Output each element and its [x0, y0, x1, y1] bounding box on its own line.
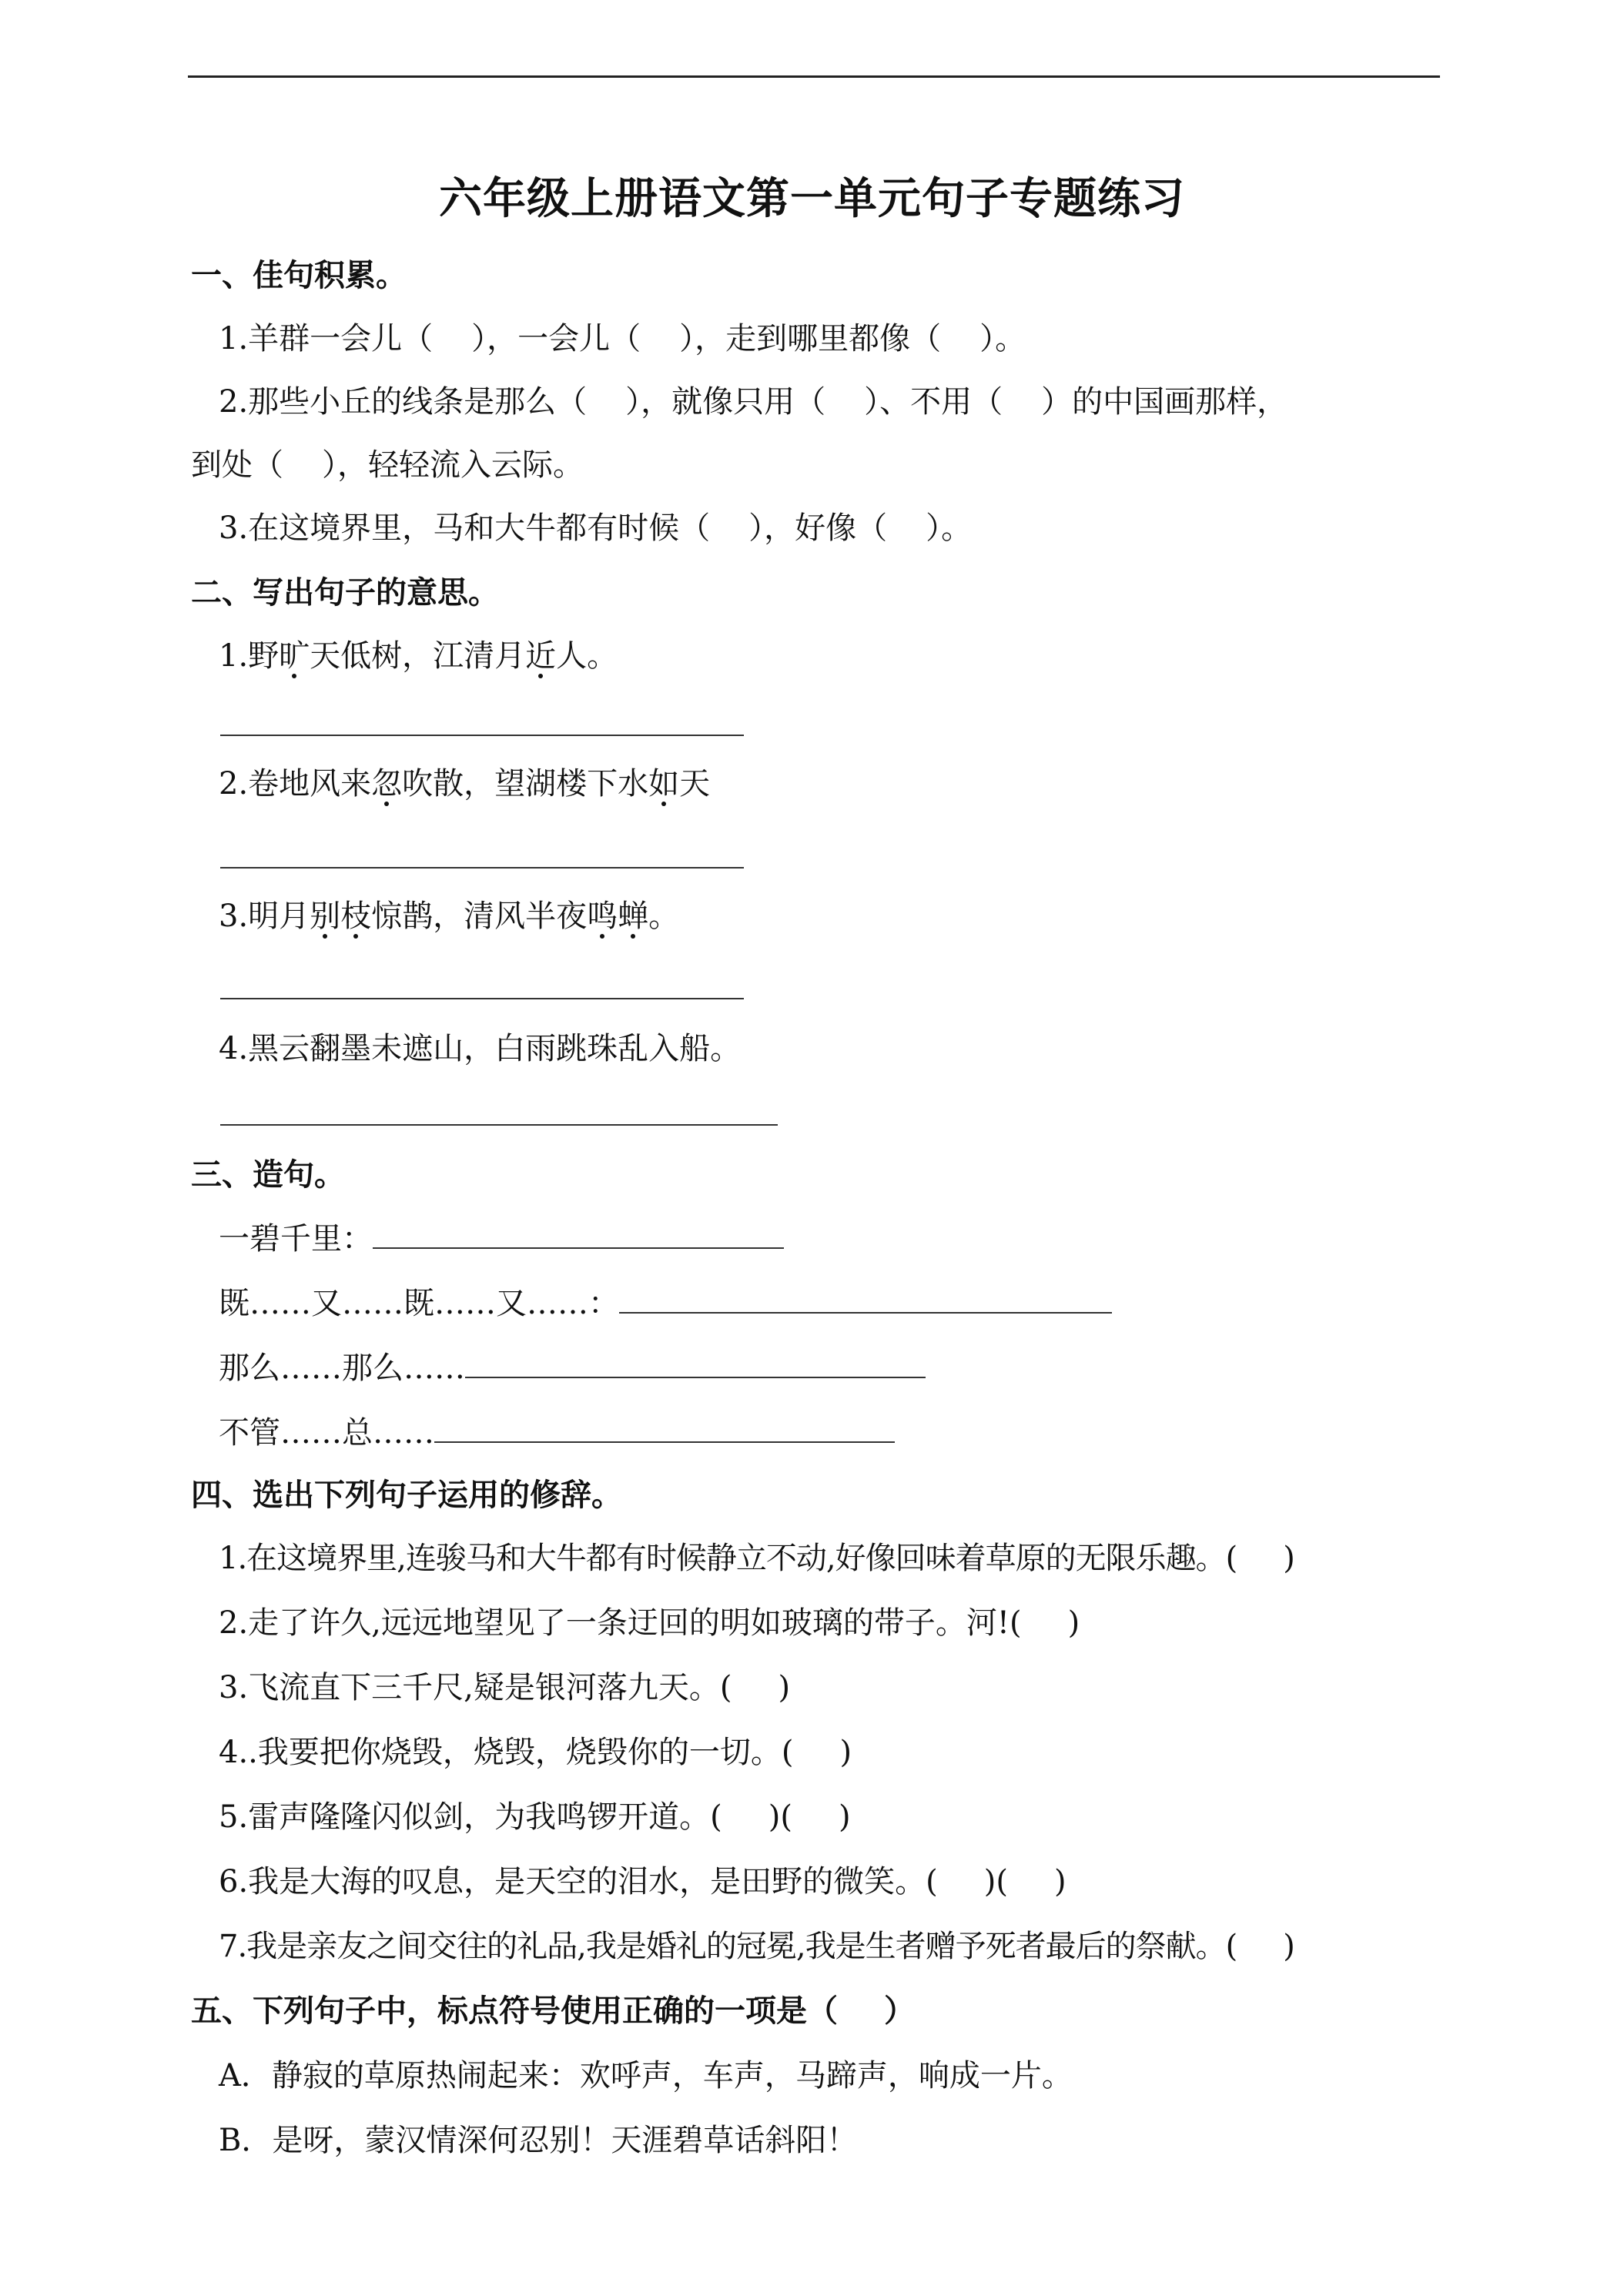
s2-answer-line-3[interactable]	[220, 998, 744, 999]
section-4-heading: 四、选出下列句子运用的修辞。	[191, 1478, 622, 1513]
s4-question-3: 3.飞流直下三千尺,疑是银河落九天。( )	[219, 1670, 791, 1705]
s3-fill-3[interactable]	[465, 1346, 926, 1378]
s2-question-1: 1.野旷天低树，江清月近人。	[219, 638, 618, 674]
s4-question-2: 2.走了许久,远远地望见了一条迂回的明如玻璃的带子。河!( )	[219, 1605, 1080, 1641]
s3-fill-4[interactable]	[434, 1411, 895, 1443]
s5-option-b[interactable]: B．是呀，蒙汉情深何忍别！天涯碧草话斜阳！	[219, 2123, 858, 2158]
section-2-heading: 二、写出句子的意思。	[191, 575, 499, 611]
s3-fill-2[interactable]	[619, 1281, 1112, 1314]
s4-question-4: 4..我要把你烧毁，烧毁，烧毁你的一切。( )	[219, 1735, 852, 1770]
page-title: 六年级上册语文第一单元句子专题练习	[439, 174, 1185, 224]
s5-option-a[interactable]: A．静寂的草原热闹起来：欢呼声，车声，马蹄声，响成一片。	[219, 2058, 1073, 2094]
s2-question-2: 2.卷地风来忽吹散，望湖楼下水如天	[219, 766, 711, 802]
s2-answer-line-4[interactable]	[220, 1124, 778, 1126]
s1-question-2-cont: 到处（ ），轻轻流入云际。	[191, 447, 584, 483]
s4-question-7: 7.我是亲友之间交往的礼品,我是婚礼的冠冕,我是生者赠予死者最后的祭献。( )	[219, 1929, 1294, 1964]
s1-question-2: 2.那些小丘的线条是那么（ ），就像只用（ ）、不用（ ）的中国画那样，	[219, 384, 1288, 420]
s3-fill-1[interactable]	[373, 1217, 784, 1249]
s4-question-1: 1.在这境界里,连骏马和大牛都有时候静立不动,好像回味着草原的无限乐趣。( )	[219, 1541, 1294, 1576]
s2-answer-line-2[interactable]	[220, 867, 744, 869]
top-rule	[188, 75, 1440, 78]
s2-question-3: 3.明月别枝惊鹊，清风半夜鸣蝉。	[219, 899, 680, 934]
s3-item-4: 不管……总……	[219, 1411, 895, 1454]
s1-question-3: 3.在这境界里，马和大牛都有时候（ ），好像（ ）。	[219, 510, 973, 546]
s2-answer-line-1[interactable]	[220, 735, 744, 736]
s2-question-4: 4.黑云翻墨未遮山，白雨跳珠乱入船。	[219, 1031, 742, 1066]
s3-item-1: 一碧千里：	[219, 1217, 784, 1260]
section-3-heading: 三、造句。	[191, 1157, 345, 1193]
s4-question-6: 6.我是大海的叹息，是天空的泪水，是田野的微笑。( )( )	[219, 1864, 1066, 1899]
section-5-heading: 五、下列句子中，标点符号使用正确的一项是（ ）	[191, 1993, 915, 2029]
s1-question-1: 1.羊群一会儿（ ），一会儿（ ），走到哪里都像（ ）。	[219, 321, 1026, 356]
section-1-heading: 一、佳句积累。	[191, 258, 407, 293]
s3-item-2: 既……又……既……又……：	[219, 1281, 1112, 1325]
s4-question-5: 5.雷声隆隆闪似剑，为我鸣锣开道。( )( )	[219, 1799, 851, 1835]
s3-item-3: 那么……那么……	[219, 1346, 926, 1390]
